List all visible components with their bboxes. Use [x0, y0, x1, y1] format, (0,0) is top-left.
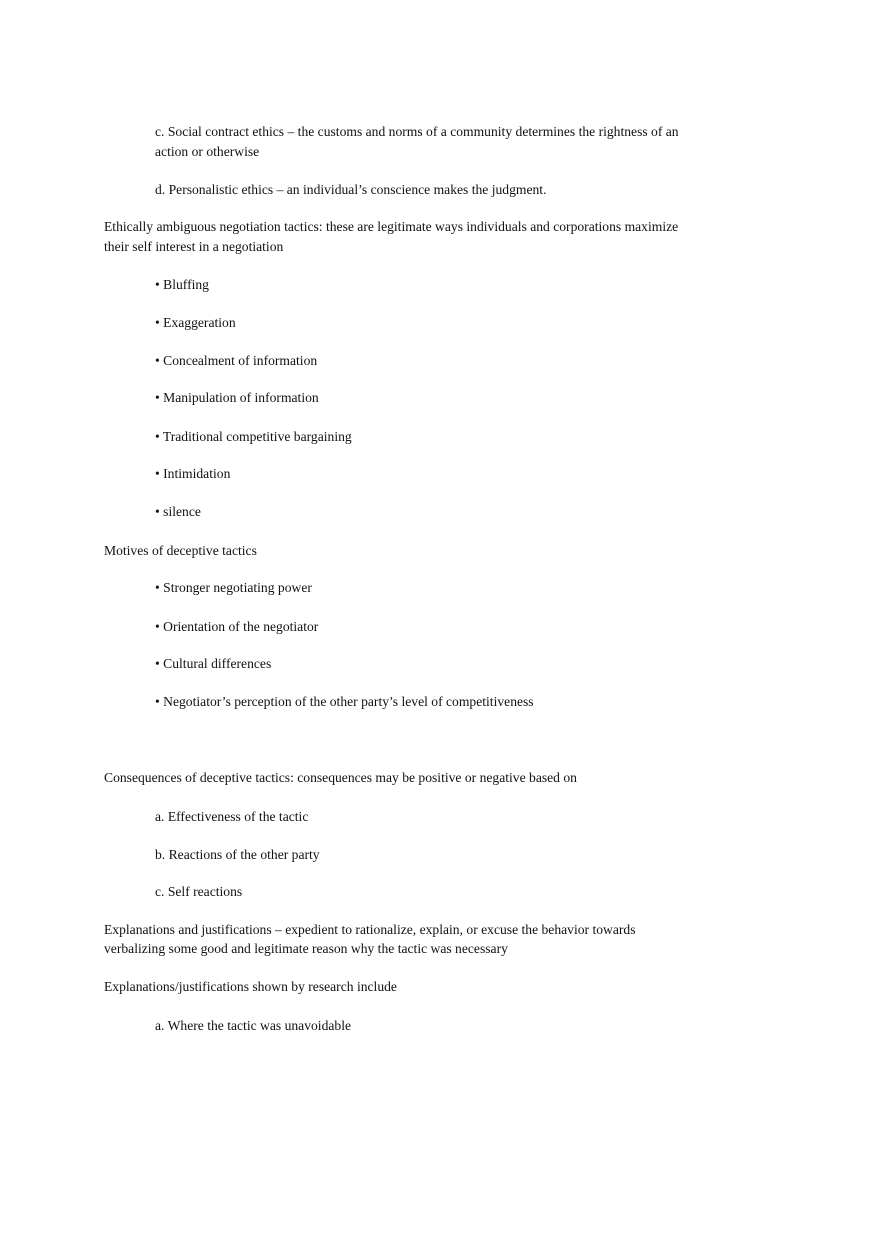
tactic-manipulation: • Manipulation of information — [155, 390, 319, 405]
ambiguous-tactics-line-1: Ethically ambiguous negotiation tactics: these are legitimate ways individuals and corporations maximize — [104, 219, 679, 234]
social-contract-ethics-line-2: action or otherwise — [155, 144, 260, 159]
personalistic-ethics: d. Personalistic ethics – an individual’s conscience makes the judgment. — [155, 182, 547, 197]
tactic-concealment: • Concealment of information — [155, 353, 318, 368]
consequence-effectiveness: a. Effectiveness of the tactic — [155, 809, 309, 824]
motive-negotiating-power: • Stronger negotiating power — [155, 580, 312, 595]
tactic-exaggeration: • Exaggeration — [155, 315, 236, 330]
tactic-competitive-bargaining: • Traditional competitive bargaining — [155, 429, 352, 444]
motive-cultural-differences: • Cultural differences — [155, 656, 272, 671]
research-item-unavoidable: a. Where the tactic was unavoidable — [155, 1018, 352, 1033]
social-contract-ethics-line-1: c. Social contract ethics – the customs and norms of a community determines the rightness of an — [155, 124, 679, 139]
consequences-heading: Consequences of deceptive tactics: consequences may be positive or negative based on — [104, 770, 577, 785]
consequence-other-party: b. Reactions of the other party — [155, 847, 320, 862]
motive-perception: • Negotiator’s perception of the other party’s level of competitiveness — [155, 694, 534, 709]
research-heading: Explanations/justifications shown by research include — [104, 979, 397, 994]
explanations-line-1: Explanations and justifications – expedient to rationalize, explain, or excuse the behavior towards — [104, 922, 636, 937]
explanations-line-2: verbalizing some good and legitimate reason why the tactic was necessary — [104, 941, 508, 956]
motive-orientation: • Orientation of the negotiator — [155, 619, 319, 634]
tactic-bluffing: • Bluffing — [155, 277, 209, 292]
ambiguous-tactics-line-2: their self interest in a negotiation — [104, 239, 284, 254]
motives-heading: Motives of deceptive tactics — [104, 543, 257, 558]
tactic-silence: • silence — [155, 504, 201, 519]
tactic-intimidation: • Intimidation — [155, 466, 231, 481]
consequence-self: c. Self reactions — [155, 884, 243, 899]
